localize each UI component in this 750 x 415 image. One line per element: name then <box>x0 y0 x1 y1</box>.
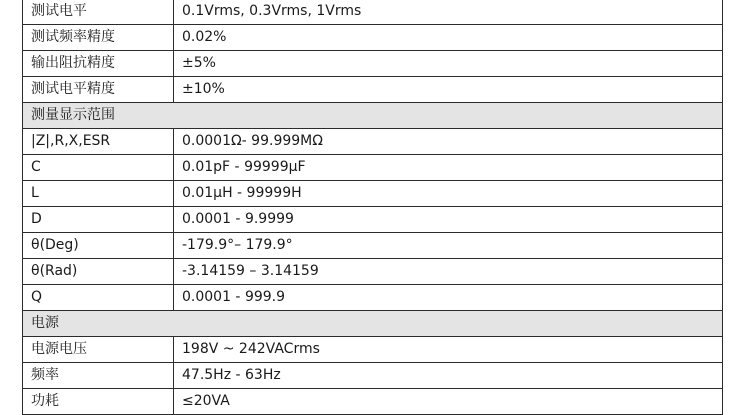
parameter-label: 测试电平精度 <box>23 77 174 103</box>
parameter-value: 0.01μH - 99999H <box>174 181 723 207</box>
table-row <box>23 155 723 181</box>
table-row <box>23 129 723 155</box>
section-title: 测量显示范围 <box>23 103 723 129</box>
table-row <box>23 363 723 389</box>
table-row <box>23 285 723 311</box>
table-row <box>23 259 723 285</box>
parameter-label: 电源电压 <box>23 337 174 363</box>
parameter-label: C <box>23 155 174 181</box>
spec-table-body <box>23 0 723 415</box>
parameter-value: 0.1Vrms, 0.3Vrms, 1Vrms <box>174 0 723 25</box>
table-row <box>23 51 723 77</box>
parameter-label: 测试频率精度 <box>23 25 174 51</box>
parameter-label: 频率 <box>23 363 174 389</box>
section-title: 电源 <box>23 311 723 337</box>
parameter-label: 功耗 <box>23 389 174 415</box>
parameter-value: 198V ~ 242VACrms <box>174 337 723 363</box>
table-row <box>23 233 723 259</box>
parameter-value: ±5% <box>174 51 723 77</box>
parameter-value: 0.0001 - 9.9999 <box>174 207 723 233</box>
parameter-label: 输出阻抗精度 <box>23 51 174 77</box>
parameter-value: 0.0001 - 999.9 <box>174 285 723 311</box>
parameter-value: ≤20VA <box>174 389 723 415</box>
table-row <box>23 25 723 51</box>
parameter-value: -3.14159 – 3.14159 <box>174 259 723 285</box>
parameter-label: |Z|,R,X,ESR <box>23 129 174 155</box>
table-row <box>23 389 723 415</box>
parameter-label: θ(Rad) <box>23 259 174 285</box>
parameter-value: 0.01pF - 99999μF <box>174 155 723 181</box>
parameter-value: 0.02% <box>174 25 723 51</box>
parameter-label: θ(Deg) <box>23 233 174 259</box>
parameter-label: D <box>23 207 174 233</box>
table-row <box>23 181 723 207</box>
section-header-row <box>23 311 723 337</box>
parameter-label: L <box>23 181 174 207</box>
section-header-row <box>23 103 723 129</box>
parameter-value: -179.9°– 179.9° <box>174 233 723 259</box>
parameter-value: 0.0001Ω- 99.999MΩ <box>174 129 723 155</box>
table-row <box>23 77 723 103</box>
spec-table <box>22 0 723 415</box>
parameter-value: 47.5Hz - 63Hz <box>174 363 723 389</box>
parameter-label: Q <box>23 285 174 311</box>
table-row <box>23 0 723 25</box>
table-row <box>23 337 723 363</box>
parameter-value: ±10% <box>174 77 723 103</box>
table-row <box>23 207 723 233</box>
parameter-label: 测试电平 <box>23 0 174 25</box>
